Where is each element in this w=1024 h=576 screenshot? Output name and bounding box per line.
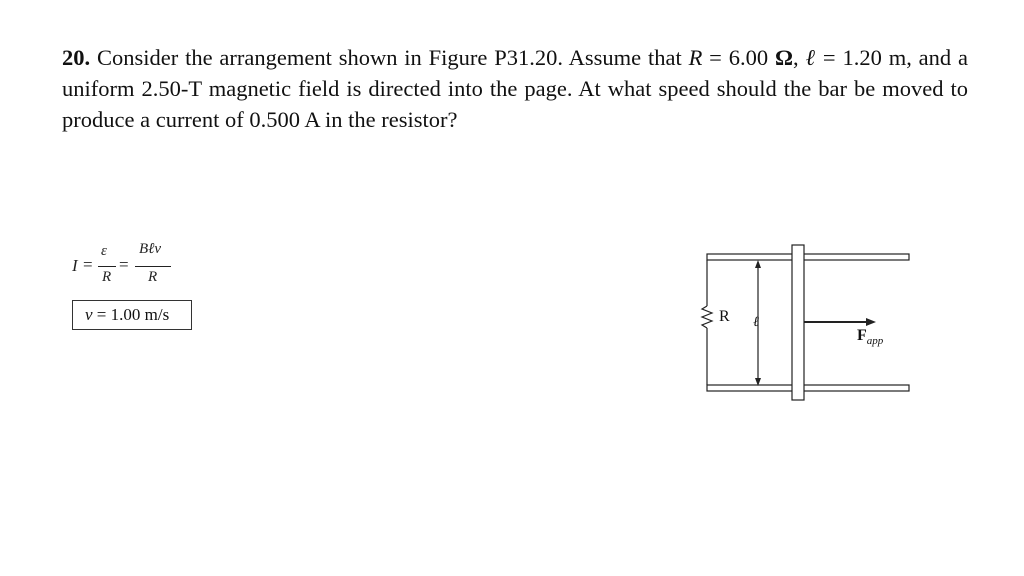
bottom-rail <box>707 385 909 391</box>
fraction-bar-1 <box>98 266 116 267</box>
answer-variable: v <box>85 305 93 324</box>
resistance-symbol: R <box>688 45 703 70</box>
force-label <box>857 327 883 347</box>
ohm-symbol: Ω <box>774 45 793 70</box>
resistor-icon <box>702 306 712 328</box>
force-label-subscript: app <box>866 335 884 348</box>
eq-denominator-r2: R <box>148 269 158 285</box>
sliding-bar <box>792 245 804 400</box>
answer-value: = 1.00 m/s <box>92 305 170 324</box>
top-rail <box>707 254 909 260</box>
fraction-bar-2 <box>135 266 171 267</box>
length-arrow-top <box>755 260 761 268</box>
eq-emf-symbol: ε <box>101 243 107 259</box>
problem-text-4: = 1.20 m, and a uniform 2.50-T magnetic field is directed into the page. At what speed should the bar be moved to produce a current of 0.500 A in the resistor? <box>62 45 968 132</box>
resistor-label: R <box>719 308 730 325</box>
eq-denominator-r1: R <box>102 269 112 285</box>
problem-number: 20. <box>62 45 91 70</box>
problem-statement <box>62 42 968 135</box>
answer-box <box>72 300 192 330</box>
length-label: ℓ <box>753 315 759 330</box>
force-arrow-head <box>866 318 876 326</box>
force-label-main: F <box>857 327 867 344</box>
problem-text-1: Consider the arrangement shown in Figure P31.20. Assume that <box>90 45 689 70</box>
problem-text-2: = 6.00 <box>702 45 775 70</box>
eq-current-symbol: I <box>72 256 78 275</box>
eq-equals-1: = <box>83 255 93 274</box>
length-symbol: ℓ <box>805 45 817 70</box>
eq-equals-2: = <box>119 255 129 274</box>
problem-text-3: , <box>792 45 806 70</box>
eq-blv-numerator: Bℓv <box>139 241 162 257</box>
